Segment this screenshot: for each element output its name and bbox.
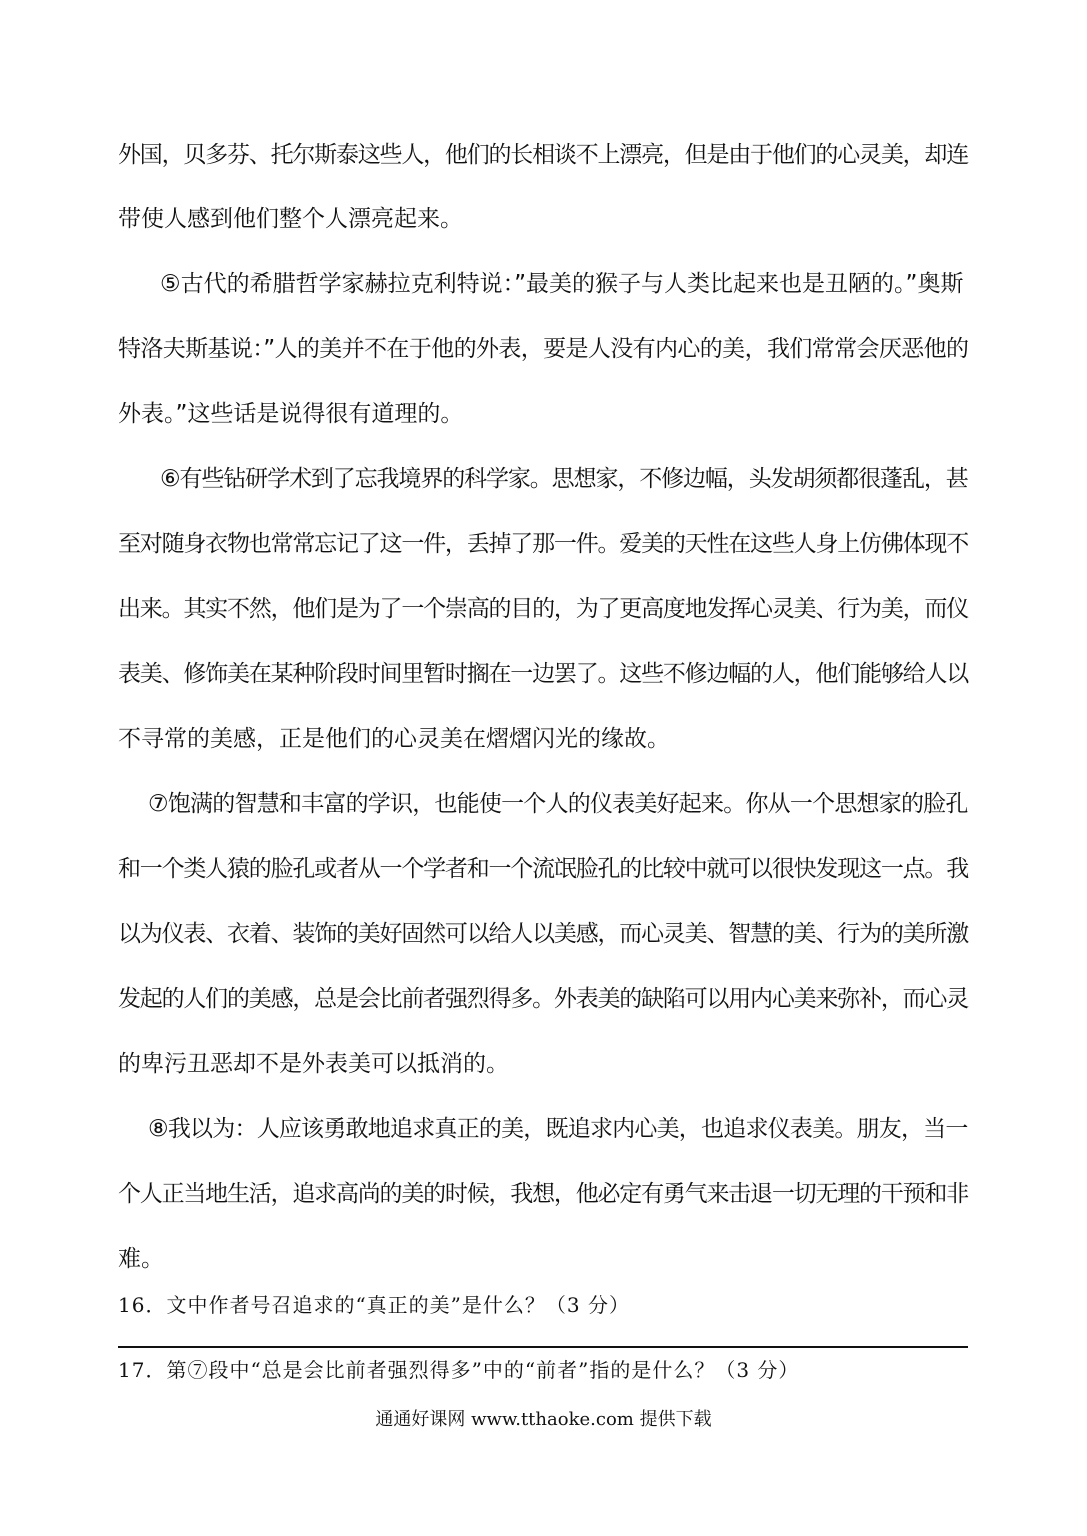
text-line: 特洛夫斯基说：”人的美并不在于他的外表，要是人没有内心的美，我们常常会厌恶他的 (118, 336, 969, 362)
paragraph-7-first-line: ⑦饱满的智慧和丰富的学识，也能使一个人的仪表美好起来。你从一个思想家的脸孔 (148, 791, 968, 817)
text-line: 以为仪表、衣着、装饰的美好固然可以给人以美感，而心灵美、智慧的美、行为的美所激 (118, 921, 969, 947)
text-line: 至对随身衣物也常常忘记了这一件，丢掉了那一件。爱美的天性在这些人身上仿佛体现不 (118, 531, 969, 557)
text-line: 个人正当地生活，追求高尚的美的时候，我想，他必定有勇气来击退一切无理的干预和非 (118, 1181, 969, 1207)
text-line: 外国，贝多芬、托尔斯泰这些人，他们的长相谈不上漂亮，但是由于他们的心灵美，却连 (118, 142, 969, 168)
answer-line (118, 1346, 968, 1348)
text-line: 外表。”这些话是说得很有道理的。 (118, 401, 464, 427)
text-line: 不寻常的美感，正是他们的心灵美在熠熠闪光的缘故。 (118, 726, 670, 752)
text-line: 难。 (118, 1246, 164, 1272)
paragraph-8-first-line: ⑧我以为：人应该勇敢地追求真正的美，既追求内心美，也追求仪表美。朋友，当一 (148, 1116, 968, 1142)
question-16: 16．文中作者号召追求的“真正的美”是什么？（3 分） (118, 1293, 630, 1317)
text-line: 和一个类人猿的脸孔或者从一个学者和一个流氓脸孔的比较中就可以很快发现这一点。我 (118, 856, 969, 882)
question-17: 17．第⑦段中“总是会比前者强烈得多”中的“前者”指的是什么？（3 分） (118, 1358, 800, 1382)
text-line: 出来。其实不然，他们是为了一个崇高的目的，为了更高度地发挥心灵美、行为美，而仪 (118, 596, 969, 622)
text-line: 发起的人们的美感，总是会比前者强烈得多。外表美的缺陷可以用内心美来弥补，而心灵 (118, 986, 969, 1012)
page-footer: 通通好课网 www.tthaoke.com 提供下载 (375, 1409, 712, 1430)
text-line: 带使人感到他们整个人漂亮起来。 (118, 206, 463, 232)
text-line: 的卑污丑恶却不是外表美可以抵消的。 (118, 1051, 509, 1077)
paragraph-5-first-line: ⑤古代的希腊哲学家赫拉克利特说：”最美的猴子与人类比起来也是丑陋的。”奥斯 (160, 271, 964, 297)
paragraph-6-first-line: ⑥有些钻研学术到了忘我境界的科学家。思想家，不修边幅，头发胡须都很蓬乱，甚 (160, 466, 968, 492)
text-line: 表美、修饰美在某种阶段时间里暂时搁在一边罢了。这些不修边幅的人，他们能够给人以 (118, 661, 969, 687)
